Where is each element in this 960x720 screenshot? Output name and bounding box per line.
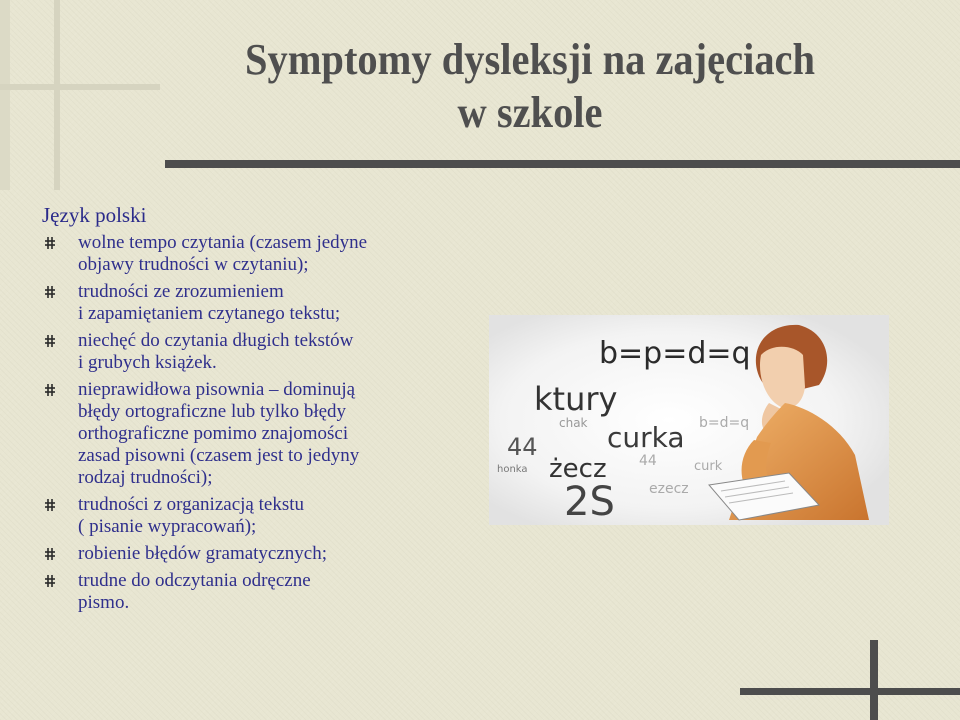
- bullet-text: nieprawidłowa pisownia – dominują błędy ortograficzne lub tylko błędy orthograficzne pomimo znajomości zasad pisowni (czasem jest to jedyny rodzaj trudności);: [78, 379, 360, 488]
- list-item: [42, 379, 482, 489]
- slide-title: [190, 34, 871, 140]
- bullet-text: trudności z organizacją tekstu ( pisanie wypracowań);: [78, 494, 304, 537]
- hash-bullet-icon: [44, 383, 56, 397]
- list-item: [42, 232, 482, 276]
- illustration-word: ktury: [534, 380, 618, 418]
- hash-bullet-icon: [44, 285, 56, 299]
- illustration-word: ezecz: [649, 481, 689, 497]
- list-item: [42, 281, 482, 325]
- decorative-bar-title-underline: [165, 160, 960, 168]
- hash-bullet-icon: [44, 574, 56, 588]
- bullet-text: trudne do odczytania odręczne pismo.: [78, 570, 311, 613]
- hash-bullet-icon: [44, 547, 56, 561]
- illustration-word: b=p=d=q: [599, 336, 751, 371]
- illustration-word: curka: [607, 421, 685, 454]
- decorative-bar: [0, 0, 10, 190]
- illustration-word: żecz: [549, 454, 607, 484]
- decorative-bar: [54, 0, 60, 190]
- decorative-bar: [870, 640, 878, 720]
- bullet-text: niechęć do czytania długich tekstów i grubych książek.: [78, 330, 354, 373]
- illustration-word: chak: [559, 416, 588, 430]
- hash-bullet-icon: [44, 498, 56, 512]
- hash-bullet-icon: [44, 334, 56, 348]
- decorative-bar: [0, 84, 160, 90]
- illustration-word: b=d=q: [699, 415, 750, 431]
- list-item: [42, 330, 482, 374]
- illustration-word: 44: [639, 453, 657, 469]
- illustration-word: 2S: [564, 479, 615, 525]
- bullet-text: trudności ze zrozumieniem i zapamiętaniem czytanego tekstu;: [78, 281, 341, 324]
- hash-bullet-icon: [44, 236, 56, 250]
- illustration-word: honka: [497, 464, 528, 475]
- slide-title-line-1: Symptomy dysleksji na zajęciach: [244, 35, 816, 84]
- illustration-word: curk: [694, 459, 723, 474]
- illustration-word: 44: [507, 433, 538, 461]
- bullet-text: robienie błędów gramatycznych;: [78, 543, 328, 564]
- list-item: [42, 570, 482, 614]
- decorative-bar: [740, 688, 960, 695]
- slide-title-line-2: w szkole: [457, 87, 603, 137]
- list-item: [42, 543, 482, 565]
- list-item: [42, 494, 482, 538]
- bullet-text: wolne tempo czytania (czasem jedyne objawy trudności w czytaniu);: [78, 232, 368, 275]
- bullet-list: [42, 232, 482, 619]
- section-heading: Język polski: [42, 203, 147, 227]
- student-reading-illustration: [489, 315, 889, 525]
